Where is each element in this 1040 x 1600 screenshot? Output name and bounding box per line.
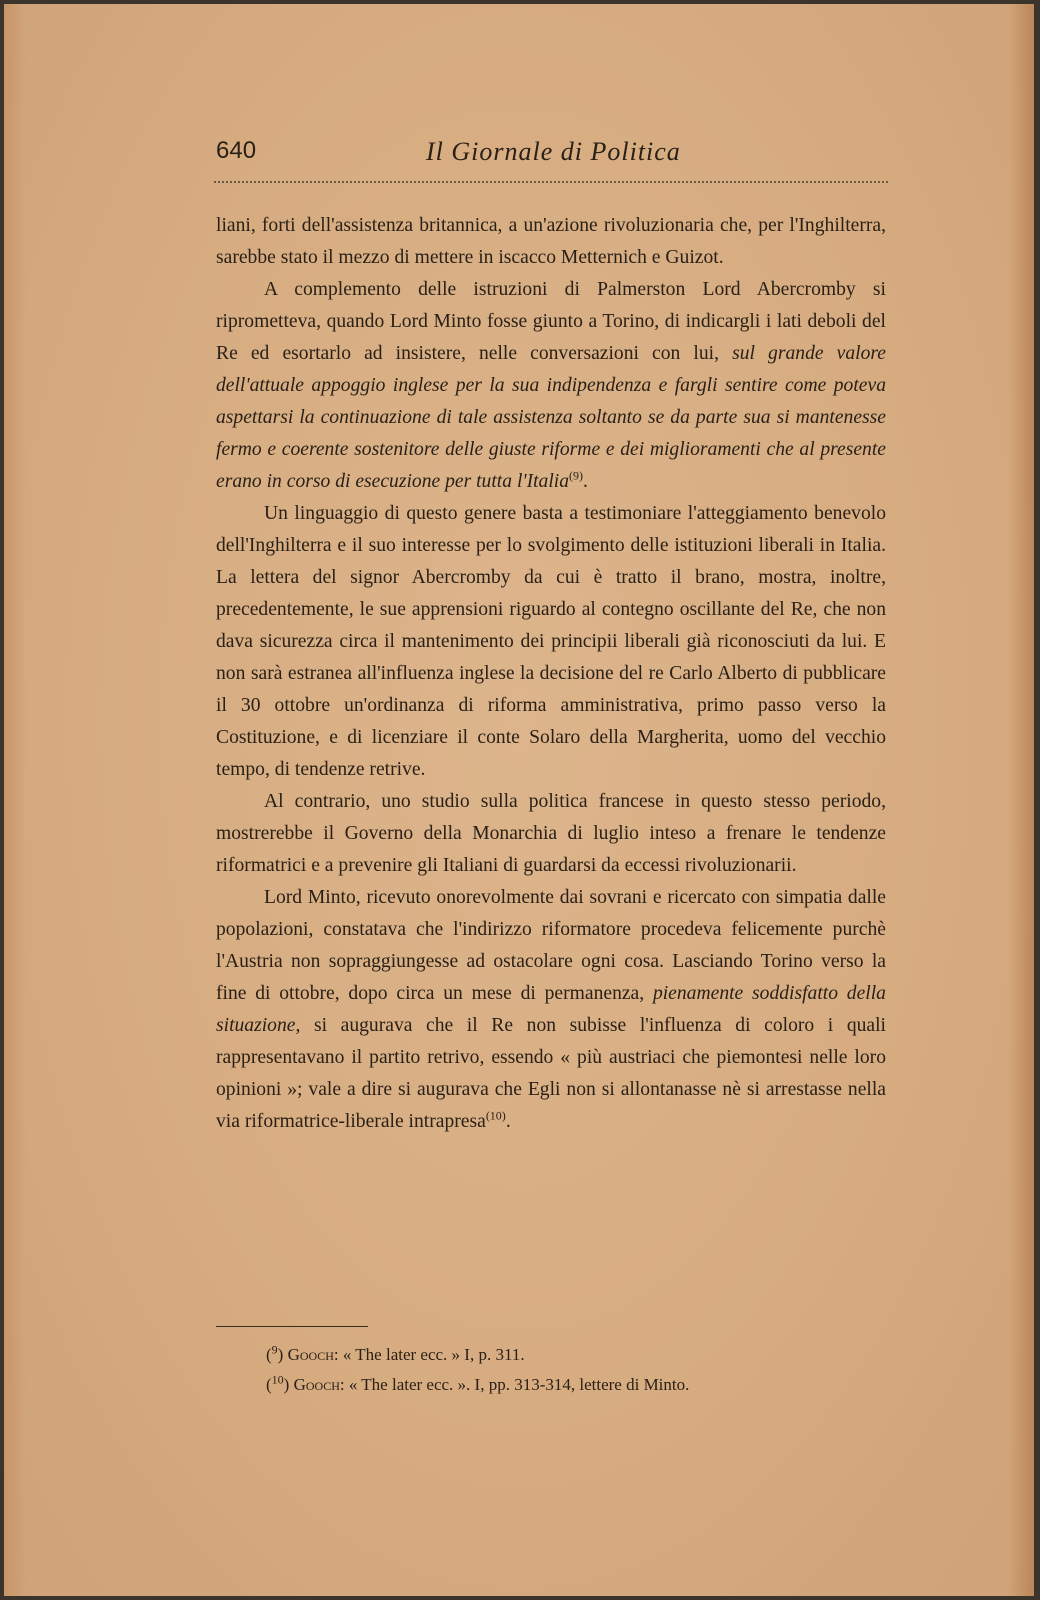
text-span: Al contrario, uno studio sulla politica francese in questo stesso periodo, mostrerebbe il Governo della Monarchia di luglio inteso a frenare le tendenze riformatrici e a prevenire gli Italiani di guardarsi da eccessi rivoluzionarii. bbox=[216, 791, 886, 876]
footnotes bbox=[266, 1340, 886, 1400]
paragraph bbox=[216, 882, 886, 1138]
page-number: 640 bbox=[216, 137, 257, 164]
footnote-text: : « The later ecc. ». I, pp. 313-314, lettere di Minto. bbox=[339, 1375, 690, 1394]
paragraph bbox=[216, 498, 886, 786]
page-edge-shadow-left bbox=[4, 4, 26, 1596]
book-page bbox=[4, 4, 1034, 1596]
footnote: ($^{10}$) Gooch: « The later ecc. ». I, pp. 313-314, lettere di Minto. bbox=[266, 1372, 690, 1394]
text-span: . bbox=[505, 1111, 511, 1132]
page-edge-shadow-right bbox=[1008, 4, 1034, 1596]
text-span: A complemento delle istruzioni di Palmerston Lord Abercromby si riprometteva, quando Lord Minto fosse giunto a Torino, di indicargli i lati deboli del Re ed esortarlo ad insistere, nelle conversazioni con lui, bbox=[216, 279, 886, 364]
running-header bbox=[216, 137, 886, 173]
footnote-marker: 9 bbox=[271, 1342, 278, 1357]
italic-span: pienamente soddisfatto della situazione, bbox=[216, 983, 886, 1036]
paragraph bbox=[216, 786, 886, 882]
italic-span: sul grande valore dell'attuale appoggio inglese per la sua indipendenza e fargli sentire come poteva aspettarsi la continuazione di tale assistenza soltanto se da parte sua si mantenesse fermo e coerente sostenitore delle giuste riforme e dei miglioramenti che al presente erano in corso di esecuzione per tutta l'Italia bbox=[216, 343, 886, 492]
text-span: si augurava che il Re non subisse l'influenza di coloro i quali rappresentavano il partito retrivo, essendo « più austriaci che piemontesi nelle loro opinioni »; vale a dire si augurava che Egli non si allontanasse nè si arrestasse nella via riformatrice-liberale intrapresa bbox=[216, 1015, 886, 1132]
footnote-text: : « The later ecc. » I, p. 311. bbox=[333, 1345, 525, 1364]
footnote-author: Gooch bbox=[287, 1345, 334, 1364]
footnote-marker: 10 bbox=[271, 1372, 284, 1387]
footnote-author: Gooch bbox=[293, 1375, 340, 1394]
header-dotted-rule bbox=[214, 181, 888, 183]
running-title: Il Giornale di Politica bbox=[426, 137, 681, 166]
text-span: Lord Minto, ricevuto onorevolmente dai sovrani e ricercato con simpatia dalle popolazioni, constatava che l'indirizzo riformatore procedeva felicemente purchè l'Austria non sopraggiungesse ad ostacolare ogni cosa. Lasciando Torino verso la fine di ottobre, dopo circa un mese di permanenza, bbox=[216, 887, 886, 1004]
text-span: Un linguaggio di questo genere basta a testimoniare l'atteggiamento benevolo dell'Inghilterra e il suo interesse per lo svolgimento delle istituzioni liberali in Italia. La lettera del signor Abercromby da cui è tratto il brano, mostra, inoltre, precedentemente, le sue apprensioni riguardo al contegno oscillante del Re, che non dava sicurezza circa il mantenimento dei principii liberali già riconosciuti da lui. E non sarà estranea all'influenza inglese la decisione del re Carlo Alberto di pubblicare il 30 ottobre un'ordinanza di riforma amministrativa, primo passo verso la Costituzione, e di licenziare il conte Solaro della Margherita, uomo del vecchio tempo, di tendenze retrive. bbox=[216, 503, 886, 780]
footnote: ($^9$) Gooch: « The later ecc. » I, p. 311. bbox=[266, 1342, 525, 1364]
footnote-rule bbox=[216, 1326, 368, 1327]
text-span: . bbox=[583, 471, 588, 492]
text-span: liani, forti dell'assistenza britannica, a un'azione rivoluzionaria che, per l'Inghilterra, sarebbe stato il mezzo di mettere in iscacco Metternich e Guizot. bbox=[216, 215, 886, 268]
paragraph bbox=[216, 210, 886, 274]
footnote-ref: (9) bbox=[569, 468, 584, 483]
footnote-ref: (10) bbox=[485, 1108, 506, 1123]
paragraph bbox=[216, 274, 886, 498]
body-text bbox=[216, 210, 886, 1138]
